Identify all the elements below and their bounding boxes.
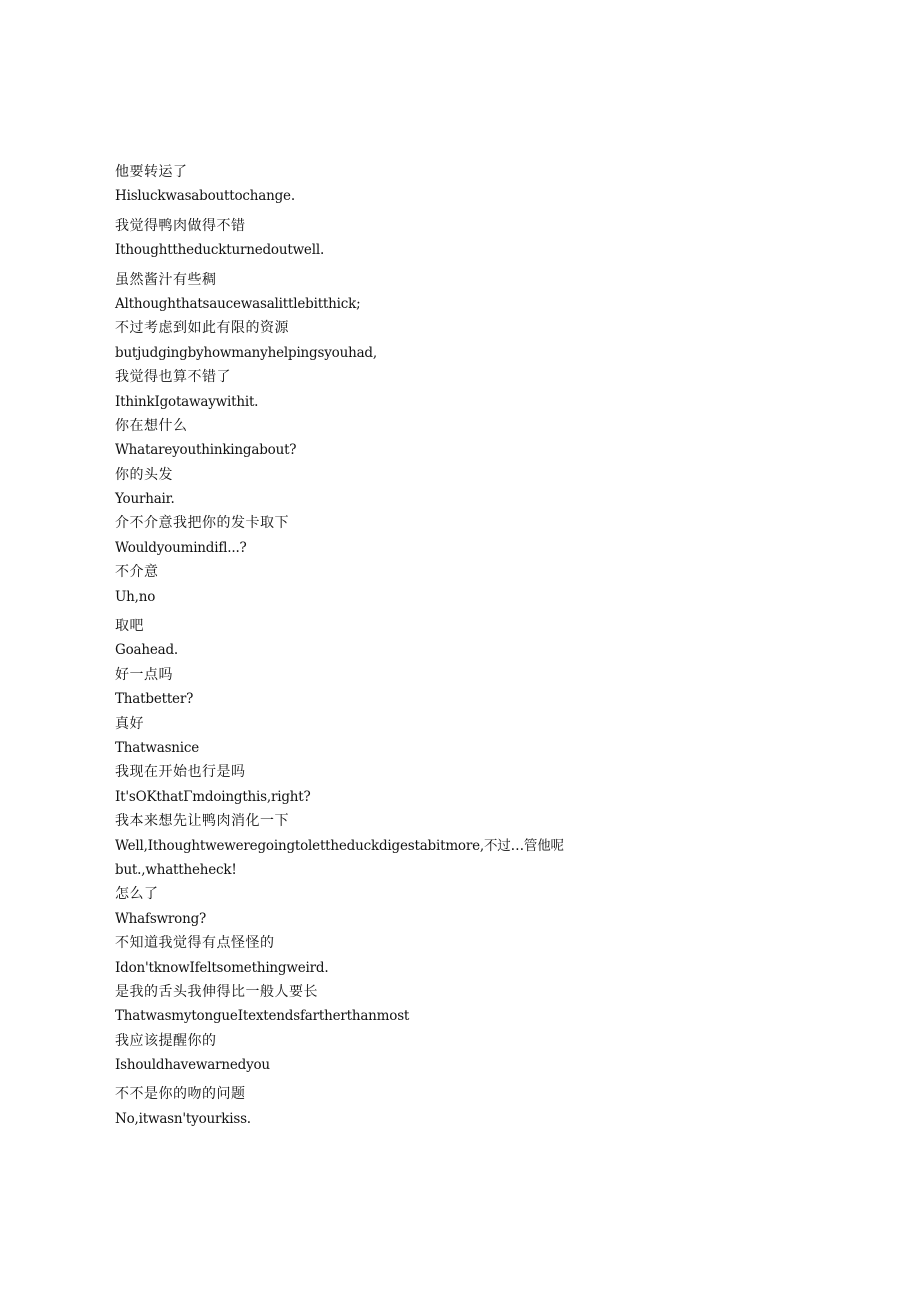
transcript-line-en: but.,whattheheck!: [115, 861, 237, 878]
transcript-line-zh: 你的头发: [115, 466, 173, 483]
transcript-line-en: Goahead.: [115, 642, 179, 659]
transcript-line-en: It'sOKthatΓmdoingthis,right?: [115, 788, 311, 805]
transcript-line-en: Ithoughttheduckturnedoutwell.: [115, 242, 325, 259]
transcript-line-en: Whafswrong?: [115, 910, 207, 927]
transcript-line-zh: 不知道我觉得有点怪怪的: [115, 935, 275, 952]
transcript-line-zh: 虽然酱汁有些稠: [115, 271, 217, 288]
transcript-line-zh: 怎么了: [115, 886, 159, 903]
transcript-line-en: Wouldyoumindifl...?: [115, 539, 247, 556]
transcript-line-en: Whatareyouthinkingabout?: [115, 442, 297, 459]
transcript: [115, 160, 815, 1131]
transcript-line-zh: 我应该提醒你的: [115, 1032, 217, 1049]
transcript-line-en: Thatwasnice: [115, 739, 200, 756]
transcript-line-en: Ishouldhavewarnedyou: [115, 1057, 270, 1074]
transcript-line-zh: 不介意: [115, 564, 159, 581]
transcript-line-zh: 我觉得也算不错了: [115, 369, 231, 386]
transcript-line-zh: 我本来想先让鸭肉消化一下: [115, 813, 289, 830]
transcript-line-zh: 他要转运了: [115, 164, 188, 180]
transcript-line-zh: 不不是你的吻的问题: [115, 1086, 246, 1103]
transcript-line-en: Althoughthatsaucewasalittlebitthick;: [115, 295, 361, 312]
transcript-line-en: ThatwasmytongueItextendsfartherthanmost: [115, 1008, 410, 1025]
transcript-line-zh: 我觉得鸭肉做得不错: [115, 217, 246, 234]
transcript-line-en: Thatbetter?: [115, 691, 194, 708]
transcript-line-en: Well,Ithoughtweweregoingtolettheduckdigestabitmore,不过…管他呢: [115, 837, 564, 854]
transcript-line-zh: 好一点吗: [115, 666, 173, 683]
transcript-line-en: butjudgingbyhowmanyhelpingsyouhad,: [115, 344, 377, 361]
transcript-line-en: Idon'tknowIfeltsomethingweird.: [115, 959, 329, 976]
transcript-line-en: Hisluckwasabouttochange.: [115, 188, 295, 205]
transcript-line-en: IthinkIgotawaywithit.: [115, 393, 259, 410]
transcript-line-en: Uh,no: [115, 588, 156, 605]
transcript-line-zh: 我现在开始也行是吗: [115, 764, 246, 781]
transcript-line-zh: 取吧: [115, 618, 144, 635]
transcript-line-zh: 真好: [115, 715, 144, 732]
transcript-line-zh: 是我的舌头我伸得比一般人要长: [115, 983, 318, 1000]
transcript-line-zh: 不过考虑到如此有限的资源: [115, 320, 289, 337]
transcript-line-zh: 你在想什么: [115, 417, 188, 434]
transcript-line-en: Yourhair.: [115, 491, 175, 508]
transcript-line-zh: 介不介意我把你的发卡取下: [115, 515, 289, 532]
transcript-line-en: No,itwasn'tyourkiss.: [115, 1110, 251, 1127]
